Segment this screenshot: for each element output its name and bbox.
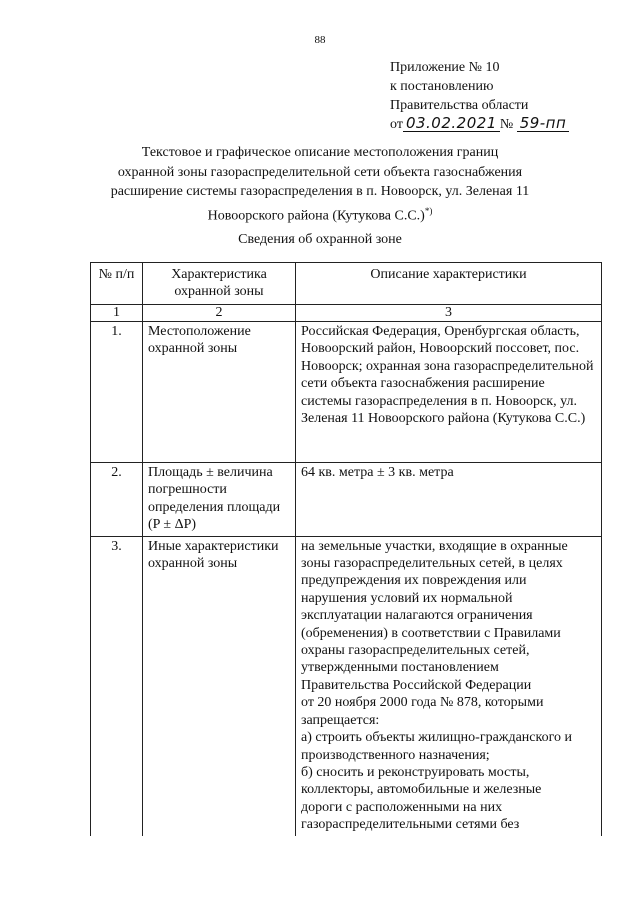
- protection-zone-table: [90, 262, 602, 836]
- index-cell-3: 3: [296, 305, 602, 322]
- title-footnote-mark: *): [424, 205, 433, 216]
- description-line: производственного назначения;: [301, 747, 490, 763]
- document-title: [90, 143, 550, 226]
- table-row: [91, 463, 602, 537]
- page-number: 88: [314, 34, 326, 46]
- header-description: Описание характеристики: [296, 263, 602, 305]
- description-line: утвержденными постановлением: [301, 660, 499, 676]
- description-line: а) строить объекты жилищно-гражданского и: [301, 730, 572, 746]
- description-line: (обременения) в соответствии с Правилами: [301, 625, 561, 641]
- description-line: от 20 ноября 2000 года № 878, которыми: [301, 695, 544, 711]
- title-line-4: [90, 202, 550, 226]
- header-characteristic: Характеристика охранной зоны: [143, 263, 296, 305]
- handwritten-date: 03.02.2021: [403, 115, 500, 132]
- description-line: на земельные участки, входящие в охранные: [301, 538, 568, 554]
- number-prefix: №: [499, 117, 514, 132]
- description-line: охраны газораспределительных сетей,: [301, 643, 530, 659]
- description-line: дороги с расположенными на них: [301, 799, 503, 815]
- appendix-line-1: Приложение № 10: [390, 60, 500, 75]
- description-line: б) сносить и реконструировать мосты,: [301, 764, 530, 780]
- description-line: запрещается:: [301, 712, 380, 728]
- index-cell-1: 1: [91, 305, 143, 322]
- index-cell-2: 2: [143, 305, 296, 322]
- description-line: коллекторы, автомобильные и железные: [301, 782, 542, 798]
- handwritten-number: 59-пп: [517, 115, 570, 132]
- row-number: 3.: [91, 536, 143, 835]
- description-line: зоны газораспределительных сетей, в целях: [301, 556, 563, 572]
- title-line-4-text: Новоорского района (Кутукова С.С.): [207, 208, 425, 224]
- row-description: Российская Федерация, Оренбургская область, Новоорский район, Новоорский поссовет, пос. Новоорск; охранная зона газораспределительной сети объекта газоснабжения расширение системы газораспределения в п. Новоорск, ул. Зеленая 11 Новоорского района (Кутукова С.С.): [296, 322, 602, 463]
- appendix-date-line: [390, 115, 569, 134]
- row-characteristic: Местоположение охранной зоны: [143, 322, 296, 463]
- description-line: Правительства Российской Федерации: [301, 677, 532, 693]
- row-description: 64 кв. метра ± 3 кв. метра: [296, 463, 602, 537]
- description-line: предупреждения их повреждения или: [301, 573, 527, 589]
- title-line-2: охранной зоны газораспределительной сети объекта газоснабжения: [117, 164, 523, 180]
- table-header-row: [91, 263, 602, 305]
- row-number: 1.: [91, 322, 143, 463]
- table-row: [91, 536, 602, 835]
- title-line-1: Текстовое и графическое описание местоположения границ: [141, 145, 499, 160]
- header-number: № п/п: [91, 263, 143, 305]
- title-line-3: расширение системы газораспределения в п. Новоорск, ул. Зеленая 11: [110, 184, 530, 199]
- description-line: нарушения условий их нормальной: [301, 590, 513, 606]
- table-index-row: [91, 305, 602, 322]
- appendix-line-3: Правительства области: [390, 98, 529, 113]
- table-row: [91, 322, 602, 463]
- description-line: газораспределительными сетями без: [301, 817, 520, 833]
- row-number: 2.: [91, 463, 143, 537]
- row-characteristic: Площадь ± величина погрешности определения площади (P ± ΔP): [143, 463, 296, 537]
- date-prefix: от: [390, 117, 403, 132]
- row-description: [296, 536, 602, 835]
- appendix-line-2: к постановлению: [390, 79, 494, 94]
- row-characteristic: Иные характеристики охранной зоны: [143, 536, 296, 835]
- appendix-block: [390, 58, 569, 134]
- description-line: эксплуатации налагаются ограничения: [301, 608, 533, 624]
- section-subtitle: Сведения об охранной зоне: [238, 232, 402, 247]
